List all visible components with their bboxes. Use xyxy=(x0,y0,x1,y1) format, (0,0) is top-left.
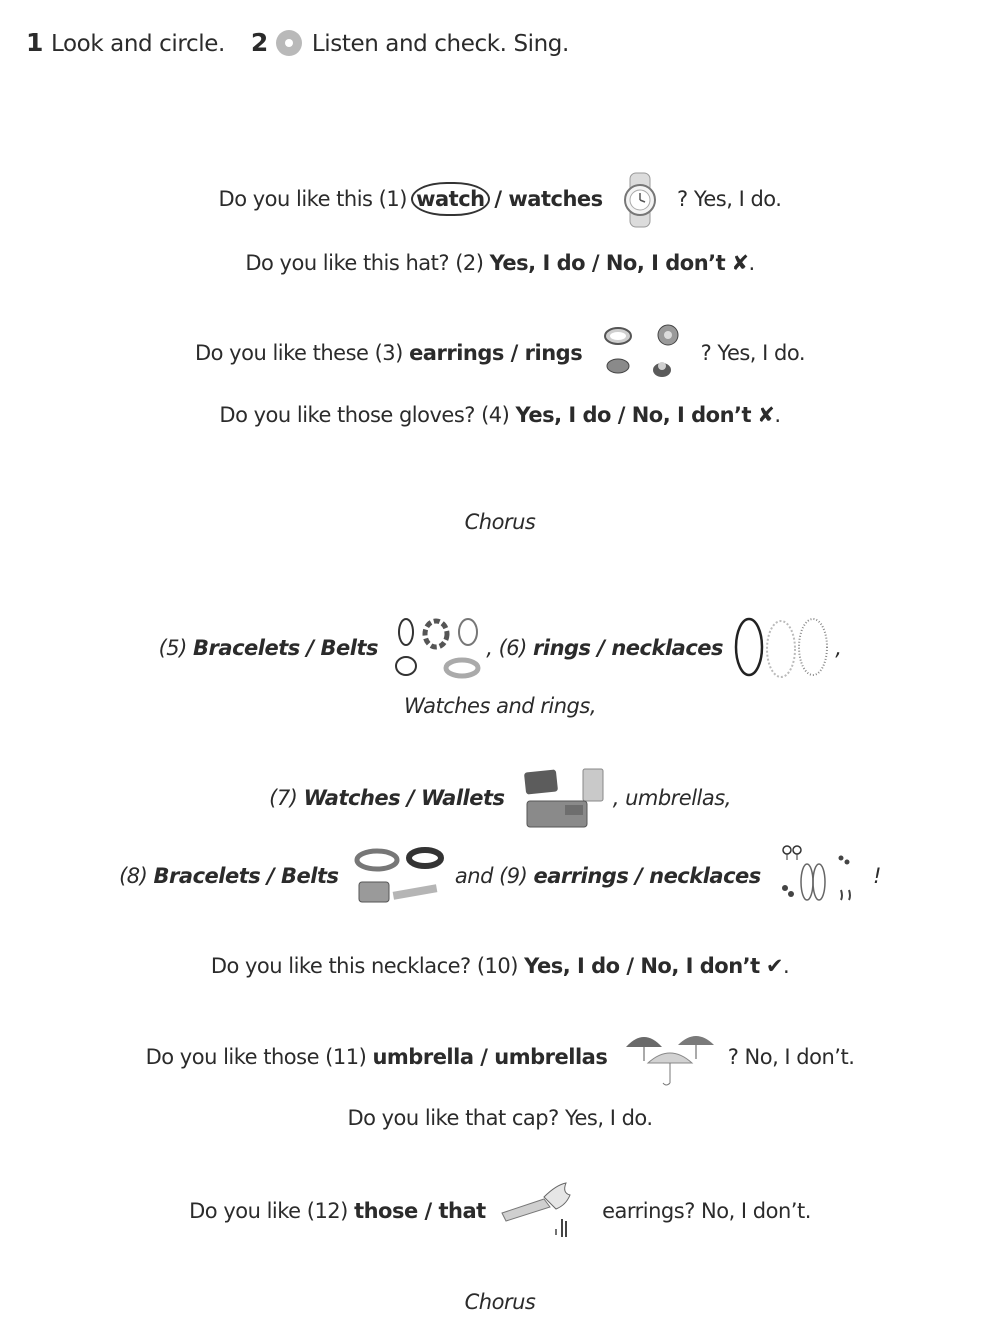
song-line-12 xyxy=(0,1179,1000,1245)
answer-5-options[interactable]: Bracelets / Belts xyxy=(193,636,379,660)
song-line-4 xyxy=(0,400,1000,430)
line-9-connector: and (9) xyxy=(454,864,528,888)
instructions-header xyxy=(26,28,569,58)
line-1-answer: ? Yes, I do. xyxy=(677,187,782,211)
answer-10-check-mark: ✔ xyxy=(765,954,783,978)
answer-9-options[interactable]: earrings / necklaces xyxy=(533,864,761,888)
line-4-end: . xyxy=(774,403,781,427)
line-8-number: (8) xyxy=(119,864,148,888)
pointing-hand-earrings-icon xyxy=(500,1179,582,1245)
song-line-watches-and-rings: Watches and rings, xyxy=(403,694,597,718)
line-12-answer: earrings? No, I don’t. xyxy=(602,1199,811,1223)
line-3-answer: ? Yes, I do. xyxy=(700,341,806,365)
line-10-prompt: Do you like this necklace? (10) xyxy=(210,954,518,978)
line-5-end: , xyxy=(835,636,842,660)
song-line-11 xyxy=(0,1027,1000,1089)
chorus-heading-1: Chorus xyxy=(464,510,536,534)
line-6-number: , (6) xyxy=(486,636,527,660)
song-line-2 xyxy=(0,248,1000,278)
chorus-heading-2: Chorus xyxy=(464,1290,536,1314)
line-11-answer: ? No, I don’t. xyxy=(727,1045,855,1069)
necklaces-picture-icon xyxy=(733,616,833,682)
line-4-prompt: Do you like those gloves? (4) xyxy=(219,403,510,427)
answer-1-circled-option[interactable]: watch xyxy=(411,182,490,216)
answer-11-options[interactable]: umbrella / umbrellas xyxy=(372,1045,608,1069)
umbrellas-picture-icon xyxy=(622,1027,718,1089)
answer-7-options[interactable]: Watches / Wallets xyxy=(303,786,505,810)
answer-8-options[interactable]: Bracelets / Belts xyxy=(153,864,339,888)
rings-picture-icon xyxy=(596,324,686,384)
song-line-7 xyxy=(0,767,1000,831)
line-5-number: (5) xyxy=(158,636,187,660)
answer-2-cross-mark: ✘ xyxy=(731,251,749,275)
line-10-end: . xyxy=(783,954,790,978)
line-12-prompt: Do you like (12) xyxy=(189,1199,348,1223)
exercise-2-number: 2 xyxy=(250,28,268,57)
line-2-end: . xyxy=(748,251,755,275)
line-8-end: ! xyxy=(872,864,881,888)
audio-cd-icon[interactable] xyxy=(276,30,302,56)
line-3-prompt: Do you like these (3) xyxy=(194,341,403,365)
line-1-prompt: Do you like this (1) xyxy=(218,187,407,211)
wallets-picture-icon xyxy=(519,767,611,831)
line-7-end: , umbrellas, xyxy=(612,786,731,810)
earrings-picture-icon xyxy=(775,844,861,910)
answer-4-cross-mark: ✘ xyxy=(757,403,775,427)
line-2-prompt: Do you like this hat? (2) xyxy=(245,251,484,275)
song-line-8 xyxy=(0,844,1000,910)
answer-10-options[interactable]: Yes, I do / No, I don’t xyxy=(524,954,760,978)
answer-3-options[interactable]: earrings / rings xyxy=(409,341,583,365)
answer-12-options[interactable]: those / that xyxy=(354,1199,486,1223)
exercise-2-instruction: Listen and check. Sing. xyxy=(311,31,569,57)
song-line-1 xyxy=(0,171,1000,229)
answer-4-options[interactable]: Yes, I do / No, I don’t xyxy=(515,403,752,427)
song-line-cap: Do you like that cap? Yes, I do. xyxy=(347,1106,653,1130)
song-line-10 xyxy=(0,951,1000,981)
song-line-5 xyxy=(0,616,1000,682)
exercise-1-number: 1 xyxy=(26,28,43,57)
line-11-prompt: Do you like those (11) xyxy=(145,1045,367,1069)
answer-2-options[interactable]: Yes, I do / No, I don’t xyxy=(489,251,726,275)
watch-picture-icon xyxy=(617,171,663,229)
exercise-1-instruction: Look and circle. xyxy=(51,31,225,57)
belts-picture-icon xyxy=(353,846,445,908)
line-7-number: (7) xyxy=(269,786,298,810)
answer-1-other-option[interactable]: / watches xyxy=(487,187,603,211)
bracelets-picture-icon xyxy=(392,616,484,682)
song-line-3 xyxy=(0,324,1000,384)
answer-6-options[interactable]: rings / necklaces xyxy=(533,636,724,660)
